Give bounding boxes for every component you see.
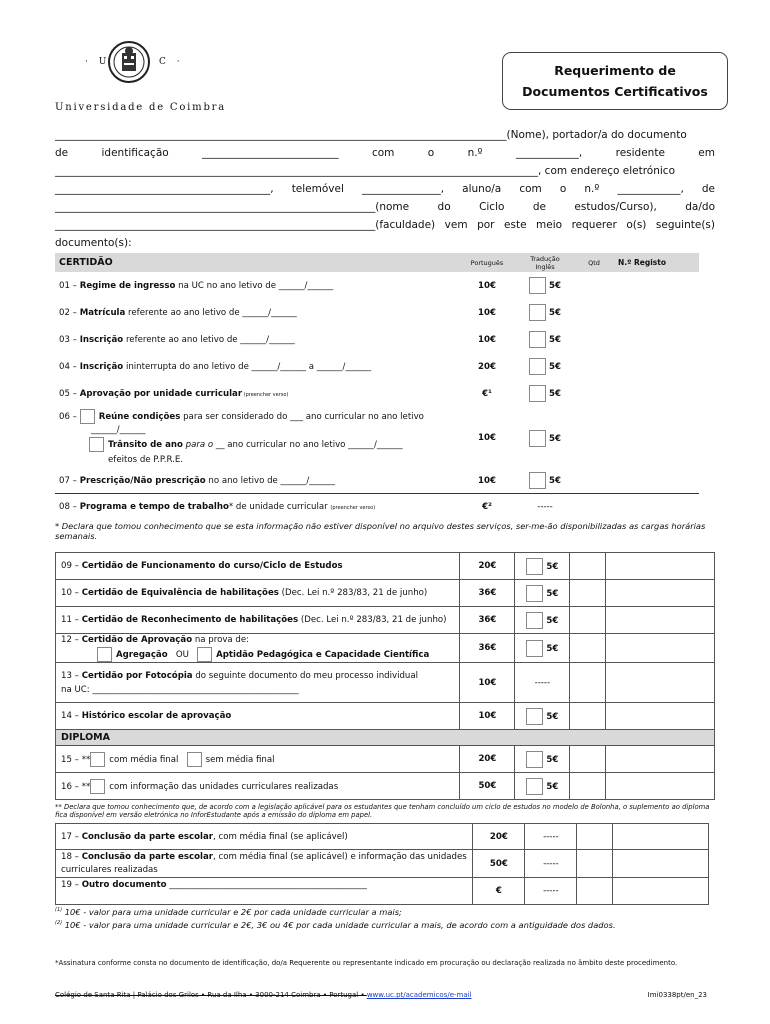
footnote-1: $^{(1)}$ 10€ - valor para uma unidade curricular e 2€ por cada unidade curricular a mais;: [55, 906, 402, 917]
form-code: Imi0338pt/en_23: [647, 991, 707, 999]
table-row: 18 – Conclusão da parte escolar, com média final (se aplicável) e informação das unidades curriculares realizadas 50€ -----: [56, 850, 709, 878]
conclusao-table: [55, 823, 709, 905]
transito-checkbox[interactable]: [89, 437, 104, 452]
table-row: 12 – Certidão de Aprovação na prova de: Agregação OU Aptidão Pedagógica e Capacidade Científica 36€ 5€: [56, 634, 715, 663]
col-portugues: Português: [458, 253, 516, 272]
table-row: 01 – Regime de ingresso na UC no ano letivo de ______/______ 10€ 5€: [55, 272, 699, 299]
table-row: 08 – Programa e tempo de trabalho* de unidade curricular (preencher verso) €² -----: [55, 493, 699, 521]
table-row: 16 – ** com informação das unidades curriculares realizadas 50€ 5€: [56, 773, 715, 800]
certidoes-diploma-table: [55, 552, 715, 800]
note-suplemento-diploma: ** Declara que tomou conhecimento que, de acordo com a legislação aplicável para os estudantes que tenham concluído um ciclo de estudos no modelo de Bolonha, o suplemento ao diploma fica disponível em versão eletrónica no InforEstudante após a emissão do diploma em papel.: [55, 803, 710, 819]
footer-address: Colégio de Santa Rita | Palácio dos Grilos • Rua da Ilha • 3000-214 Coimbra • Portugal •: [55, 991, 367, 999]
section-title: CERTIDÃO: [55, 253, 458, 272]
certidao-table: [55, 253, 699, 521]
table-row: 02 – Matrícula referente ao ano letivo de ______/______ 10€ 5€: [55, 299, 699, 326]
translation-checkbox[interactable]: [529, 304, 546, 321]
intro-line[interactable]: _________________________________________, telemóvel _______________, aluno/a com o n.º ____________, de: [55, 183, 715, 195]
table-row: 07 – Prescrição/Não prescrição no ano letivo de ______/______ 10€ 5€: [55, 469, 699, 493]
signature-note: *Assinatura conforme consta no documento de identificação, do/a Requerente ou representante indicado em procuração ou declaração realizada no âmbito deste procedimento.: [55, 959, 678, 967]
requester-details: [55, 126, 715, 252]
col-qtd: Qtd: [574, 253, 614, 272]
logo-letters-left: · U: [85, 57, 111, 67]
form-title: [502, 52, 728, 110]
translation-checkbox[interactable]: [526, 585, 543, 602]
translation-checkbox[interactable]: [529, 277, 546, 294]
title-line-2: Documentos Certificativos: [522, 84, 708, 99]
translation-checkbox[interactable]: [526, 640, 543, 657]
intro-end: documento(s):: [55, 237, 132, 249]
certidao-header: [55, 253, 699, 272]
table-row: 10 – Certidão de Equivalência de habilitações (Dec. Lei n.º 283/83, 21 de junho) 36€ 5€: [56, 580, 715, 607]
table-row: 17 – Conclusão da parte escolar, com média final (se aplicável) 20€ -----: [56, 824, 709, 850]
com-informacao-checkbox[interactable]: [90, 779, 105, 794]
sem-media-checkbox[interactable]: [187, 752, 202, 767]
table-row: 09 – Certidão de Funcionamento do curso/Ciclo de Estudos 20€ 5€: [56, 553, 715, 580]
university-name: Universidade de Coimbra: [55, 102, 226, 113]
translation-checkbox[interactable]: [526, 558, 543, 575]
diploma-section-header: DIPLOMA: [56, 730, 715, 746]
table-row: 11 – Certidão de Reconhecimento de habilitações (Dec. Lei n.º 283/83, 21 de junho) 36€ 5€: [56, 607, 715, 634]
table-row: 03 – Inscrição referente ao ano letivo de ______/______ 10€ 5€: [55, 326, 699, 353]
table-row: 14 – Histórico escolar de aprovação 10€ 5€: [56, 703, 715, 730]
col-registo: N.º Registo: [614, 253, 699, 272]
title-line-1: Requerimento de: [554, 63, 676, 78]
footnotes: [55, 905, 725, 931]
translation-checkbox[interactable]: [529, 331, 546, 348]
translation-checkbox[interactable]: [529, 472, 546, 489]
table-row: 05 – Aprovação por unidade curricular (preencher verso) €¹ 5€: [55, 380, 699, 407]
aptidao-checkbox[interactable]: [197, 647, 212, 662]
translation-checkbox[interactable]: [529, 385, 546, 402]
logo-letters-right: C ·: [159, 57, 184, 67]
table-row: 19 – Outro documento ______________________________________________ € -----: [56, 878, 709, 905]
translation-checkbox[interactable]: [526, 751, 543, 768]
translation-checkbox[interactable]: [526, 612, 543, 629]
table-row: 13 – Certidão por Fotocópia do seguinte documento do meu processo individual na UC: ________________________________________________ 10€ -----: [56, 663, 715, 703]
note-cargas-horarias: * Declara que tomou conhecimento que se esta informação não estiver disponível no arquivo destes serviços, ser-me-ão disponibilizadas as cargas horárias semanais.: [55, 521, 706, 541]
footnote-2: $^{(2)}$ 10€ - valor para uma unidade curricular e 2€, 3€ ou 4€ por cada unidade curricular a mais, de acordo com a antiguidade dos dados.: [55, 919, 616, 930]
intro-line[interactable]: de identificação __________________________ com o n.º ____________, residente em: [55, 147, 715, 159]
footer: [55, 991, 715, 999]
university-logo: [55, 40, 226, 120]
reune-condicoes-checkbox[interactable]: [80, 409, 95, 424]
translation-checkbox[interactable]: [529, 430, 546, 447]
intro-line[interactable]: _____________________________________________________________(faculdade) vem por este meio requerer o(s) seguinte(s): [55, 219, 715, 231]
intro-line[interactable]: ____________________________________________________________________________________________, com endereço eletrónico: [55, 165, 675, 177]
col-traducao: Tradução Inglês: [516, 253, 574, 272]
university-seal-icon: [107, 40, 151, 84]
translation-checkbox[interactable]: [529, 358, 546, 375]
intro-line[interactable]: ______________________________________________________________________________________(Nome), portador/a do documento: [55, 129, 687, 141]
table-row: 06 – Reúne condições para ser considerado do ___ ano curricular no ano letivo ______/______ Trânsito de ano para o __ ano curricular no ano letivo ______/______ efeitos de P.P.R.E. 10€ 5€: [55, 407, 699, 469]
translation-checkbox[interactable]: [526, 708, 543, 725]
translation-checkbox[interactable]: [526, 778, 543, 795]
agregacao-checkbox[interactable]: [97, 647, 112, 662]
table-row: 15 – ** com média final sem média final 20€ 5€: [56, 746, 715, 773]
com-media-checkbox[interactable]: [90, 752, 105, 767]
table-row: 04 – Inscrição ininterrupta do ano letivo de ______/______ a ______/______ 20€ 5€: [55, 353, 699, 380]
footer-link[interactable]: www.uc.pt/academicos/e-mail: [366, 991, 472, 999]
intro-line[interactable]: _____________________________________________________________(nome do Ciclo de estudos/Curso), da/do: [55, 201, 715, 213]
